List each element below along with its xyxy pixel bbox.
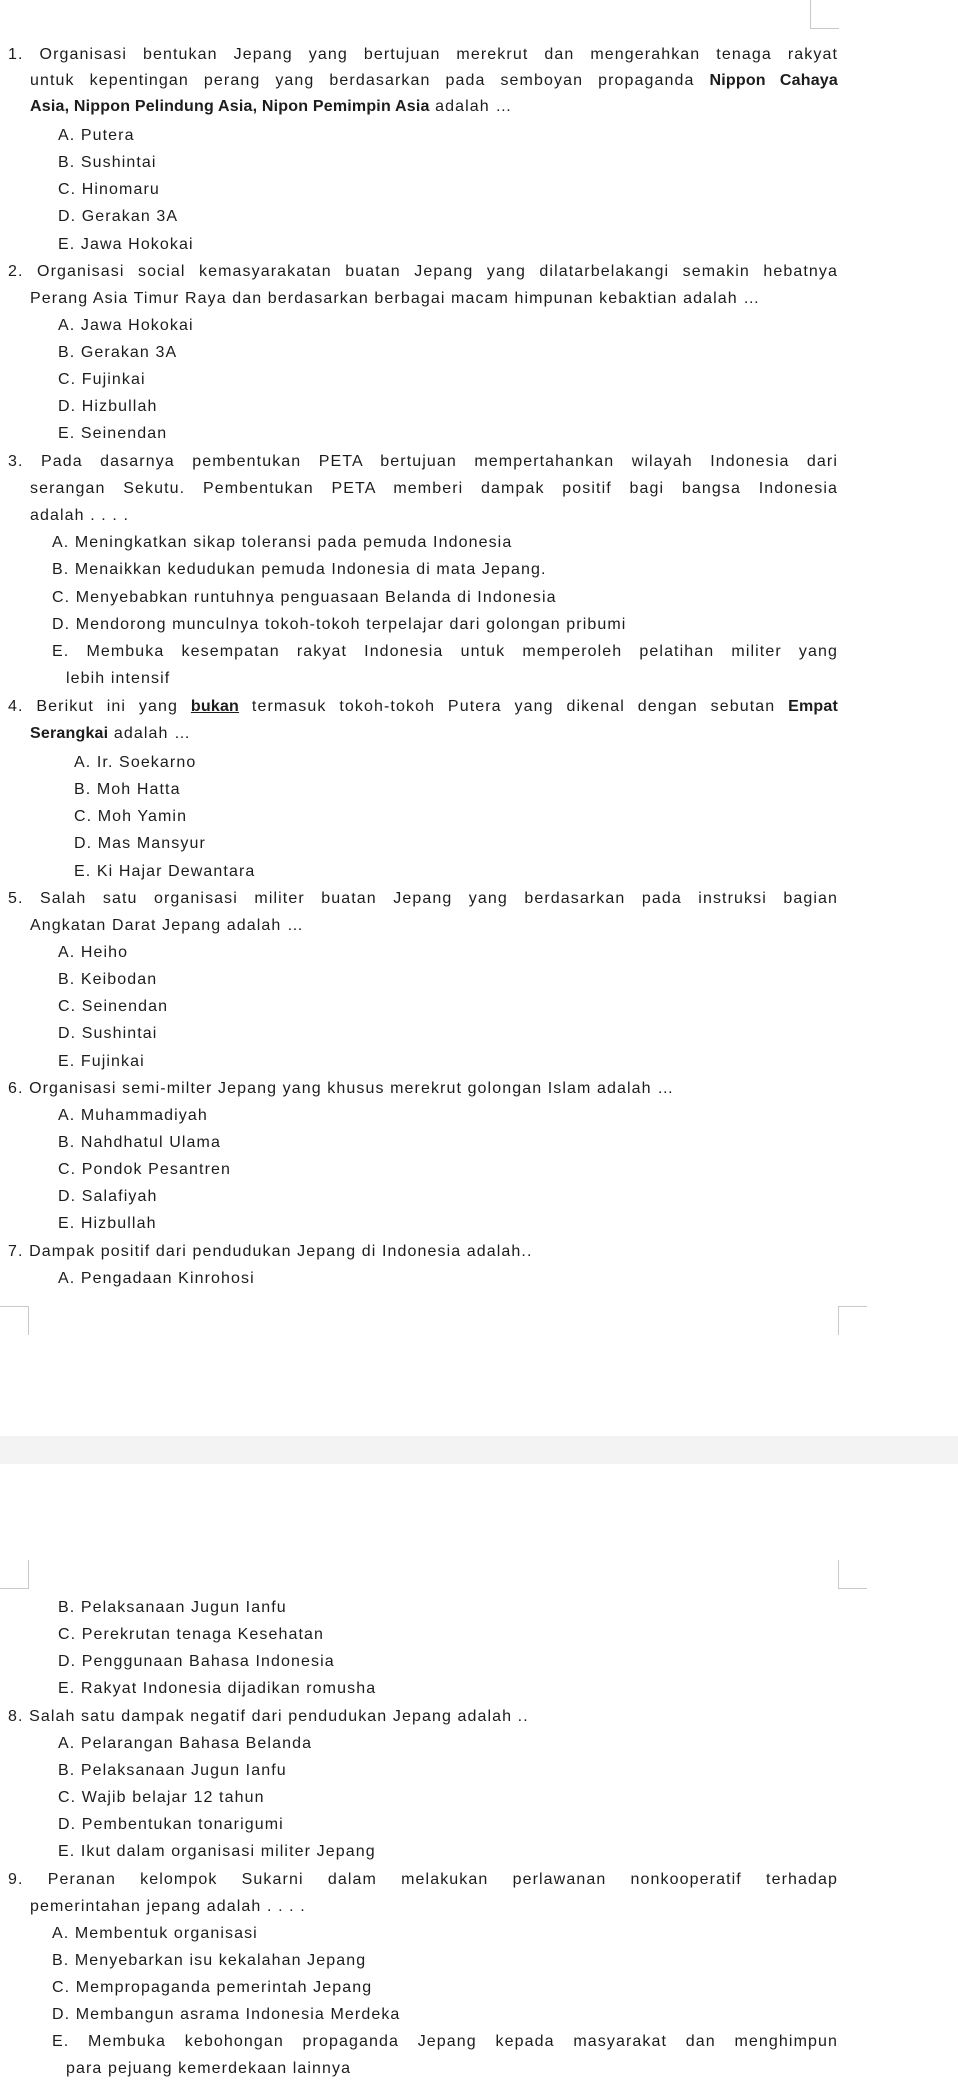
question-4-text: Serangkai adalah … [30,725,192,742]
answer-option: D. Mas Mansyur [74,835,206,852]
answer-option: C. Mempropaganda pemerintah Jepang [52,1979,373,1996]
answer-option: D. Gerakan 3A [58,208,179,225]
answer-option: C. Perekrutan tenaga Kesehatan [58,1626,325,1643]
answer-option: C. Menyebabkan runtuhnya penguasaan Belanda di Indonesia [52,589,557,606]
answer-option: A. Jawa Hokokai [58,317,194,334]
answer-option: E. Membuka kebohongan propaganda Jepang kepada masyarakat dan menghimpun [52,2033,838,2050]
answer-option: E. Hizbullah [58,1215,157,1232]
answer-option: A. Muhammadiyah [58,1107,208,1124]
answer-option: E. Rakyat Indonesia dijadikan romusha [58,1680,377,1697]
page-corner-mark [838,1560,867,1589]
question-3-text: adalah . . . . [30,507,130,524]
question-2-text: 2. Organisasi social kemasyarakatan buatan Jepang yang dilatarbelakangi semakin hebatnya [8,263,838,280]
answer-option: E. Ikut dalam organisasi militer Jepang [58,1843,376,1860]
answer-option: D. Membangun asrama Indonesia Merdeka [52,2006,401,2023]
page-corner-mark [0,1306,29,1335]
question-9-text: pemerintahan jepang adalah . . . . [30,1898,306,1915]
answer-option: D. Pembentukan tonarigumi [58,1816,284,1833]
question-6-text: 6. Organisasi semi-milter Jepang yang khusus merekrut golongan Islam adalah … [8,1080,675,1097]
answer-option: B. Moh Hatta [74,781,181,798]
answer-option: D. Mendorong munculnya tokoh-tokoh terpelajar dari golongan pribumi [52,616,627,633]
answer-option: A. Pelarangan Bahasa Belanda [58,1735,313,1752]
answer-option: A. Membentuk organisasi [52,1925,258,1942]
answer-option: A. Meningkatkan sikap toleransi pada pemuda Indonesia [52,534,513,551]
page-corner-mark [838,1306,867,1335]
question-2-text: Perang Asia Timur Raya dan berdasarkan berbagai macam himpunan kebaktian adalah … [30,290,761,307]
answer-option: D. Sushintai [58,1025,158,1042]
answer-option: B. Menyebarkan isu kekalahan Jepang [52,1952,367,1969]
question-1-text: 1. Organisasi bentukan Jepang yang bertujuan merekrut dan mengerahkan tenaga rakyat [8,46,838,63]
question-3-text: 3. Pada dasarnya pembentukan PETA bertujuan mempertahankan wilayah Indonesia dari [8,453,838,470]
answer-option: D. Salafiyah [58,1188,158,1205]
answer-option: B. Menaikkan kedudukan pemuda Indonesia di mata Jepang. [52,561,547,578]
answer-option: C. Seinendan [58,998,169,1015]
question-4-text: 4. Berikut ini yang bukan termasuk tokoh-tokoh Putera yang dikenal dengan sebutan Empat [8,698,839,715]
answer-option: E. Seinendan [58,425,168,442]
answer-option: B. Pelaksanaan Jugun Ianfu [58,1599,287,1616]
document-page-2 [0,1464,958,2085]
answer-option: D. Hizbullah [58,398,158,415]
answer-option: A. Ir. Soekarno [74,754,197,771]
question-5-text: 5. Salah satu organisasi militer buatan Jepang yang berdasarkan pada instruksi bagian [8,890,838,907]
answer-option: C. Fujinkai [58,371,146,388]
answer-option: A. Putera [58,127,135,144]
answer-option: D. Penggunaan Bahasa Indonesia [58,1653,335,1670]
page-corner-mark [0,1560,29,1589]
answer-option: E. Ki Hajar Dewantara [74,863,256,880]
answer-option: C. Hinomaru [58,181,160,198]
question-5-text: Angkatan Darat Jepang adalah … [30,917,305,934]
question-3-text: serangan Sekutu. Pembentukan PETA memberi dampak positif bagi bangsa Indonesia [30,480,838,497]
answer-option: C. Pondok Pesantren [58,1161,231,1178]
question-8-text: 8. Salah satu dampak negatif dari pendudukan Jepang adalah .. [8,1708,529,1725]
answer-option-continuation: para pejuang kemerdekaan lainnya [66,2060,352,2077]
question-7-text: 7. Dampak positif dari pendudukan Jepang di Indonesia adalah.. [8,1243,533,1260]
page-corner-mark [810,0,839,29]
answer-option: E. Fujinkai [58,1053,145,1070]
answer-option: B. Gerakan 3A [58,344,178,361]
answer-option: A. Heiho [58,944,129,961]
question-9-text: 9. Peranan kelompok Sukarni dalam melakukan perlawanan nonkooperatif terhadap [8,1871,838,1888]
answer-option: B. Sushintai [58,154,157,171]
answer-option: B. Pelaksanaan Jugun Ianfu [58,1762,287,1779]
answer-option-continuation: lebih intensif [66,670,171,687]
answer-option: B. Nahdhatul Ulama [58,1134,221,1151]
answer-option: E. Membuka kesempatan rakyat Indonesia untuk memperoleh pelatihan militer yang [52,643,838,660]
answer-option: B. Keibodan [58,971,158,988]
page-break [0,1436,958,1464]
answer-option: A. Pengadaan Kinrohosi [58,1270,255,1287]
question-1-text: untuk kepentingan perang yang berdasarkan pada semboyan propaganda Nippon Cahaya [30,72,838,89]
answer-option: E. Jawa Hokokai [58,236,194,253]
question-1-text: Asia, Nippon Pelindung Asia, Nipon Pemimpin Asia adalah … [30,98,513,115]
answer-option: C. Wajib belajar 12 tahun [58,1789,265,1806]
answer-option: C. Moh Yamin [74,808,188,825]
